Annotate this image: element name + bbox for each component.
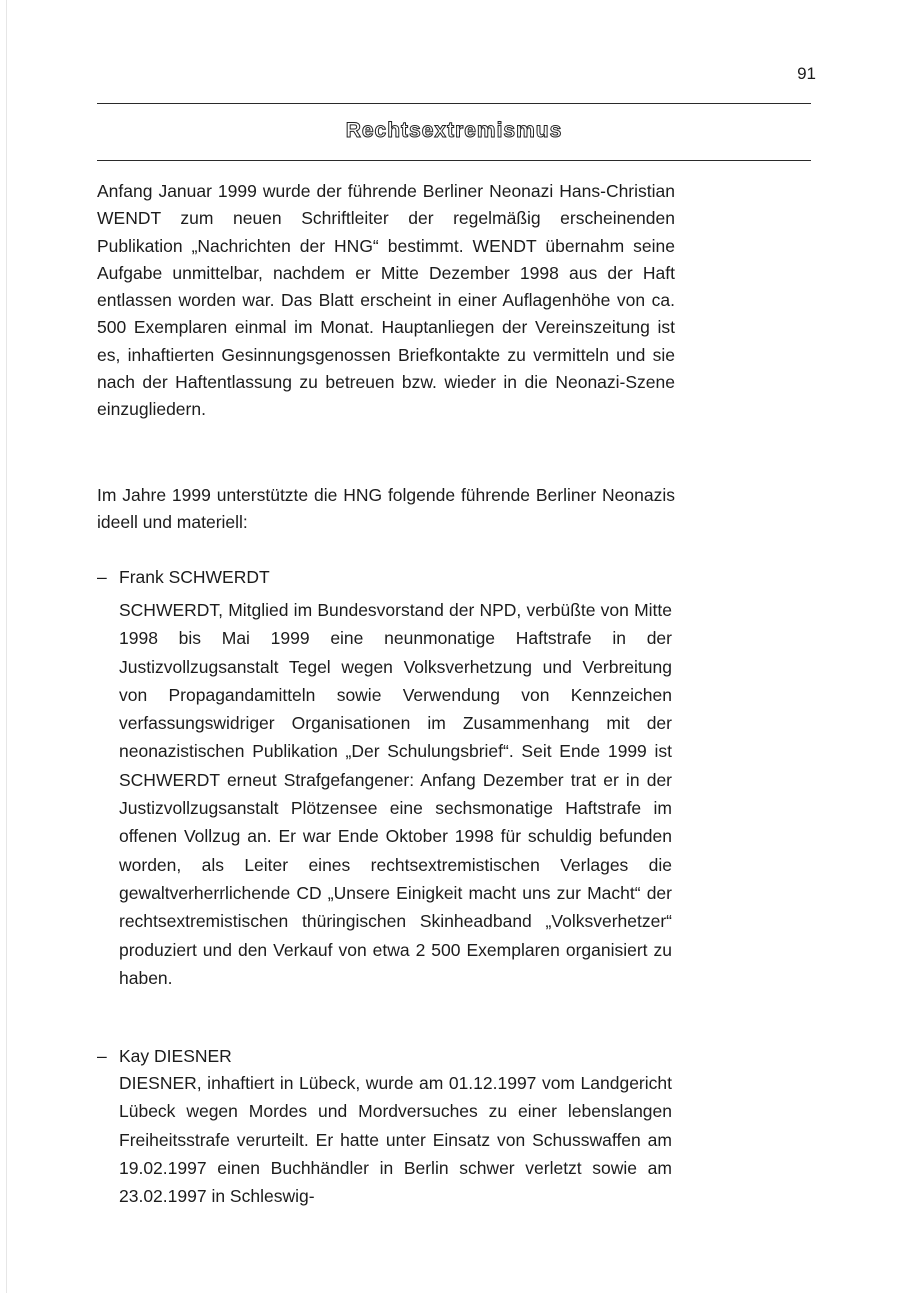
paragraph-hng-support: Im Jahre 1999 unterstützte die HNG folgende führende Berliner Neonazis ideell und materiell: [97,485,675,533]
section-title: Rechtsextremismus [345,119,563,142]
list-item-body-schwerdt: SCHWERDT, Mitglied im Bundesvorstand der NPD, verbüßte von Mitte 1998 bis Mai 1999 eine neunmonatige Haftstrafe in der Justizvollzugsanstalt Tegel wegen Volksverhetzung und Verbreitung von Propagandamitteln sowie Verwendung von Kennzeichen verfassungswidriger Organisationen im Zusammenhang mit der neonazistischen Publikation „Der Schulungsbrief“. Seit Ende 1999 ist SCHWERDT erneut Strafgefangener: Anfang Dezember trat er in der Justizvollzugsanstalt Plötzensee eine sechsmonatige Haftstrafe im offenen Vollzug an. Er war Ende Oktober 1998 für schuldig befunden worden, als Leiter eines rechtsextremistischen Verlages die gewaltverherrlichende CD „Unsere Einigkeit macht uns zur Macht“ der rechtsextremistischen thüringischen Skinheadband „Volksverhetzer“ produziert und den Verkauf von etwa 2 500 Exemplaren organisiert zu haben. [119,600,672,988]
header-rule-top [97,103,811,104]
person-name-schwerdt: Frank SCHWERDT [119,567,270,587]
person-name-diesner: Kay DIESNER [119,1046,232,1066]
list-item-heading [97,564,270,591]
list-dash: – [97,567,107,587]
header-rule-bottom [97,160,811,161]
list-dash: – [97,1046,107,1066]
page-number: 91 [797,64,816,83]
scan-edge [6,0,7,1293]
list-item-body-diesner: DIESNER, inhaftiert in Lübeck, wurde am 01.12.1997 vom Landgericht Lübeck wegen Mordes und Mordversuches zu einer lebenslangen Freiheitsstrafe verurteilt. Er hatte unter Einsatz von Schusswaffen am 19.02.1997 einen Buchhändler in Berlin schwer verletzt sowie am 23.02.1997 in Schleswig- [119,1073,672,1207]
paragraph-hng-newsletter: Anfang Januar 1999 wurde der führende Berliner Neonazi Hans-Christian WENDT zum neuen Schriftleiter der regelmäßig erscheinenden Publikation „Nachrichten der HNG“ bestimmt. WENDT übernahm seine Aufgabe unmittelbar, nachdem er Mitte Dezember 1998 aus der Haft entlassen worden war. Das Blatt erscheint in einer Auflagenhöhe von ca. 500 Exemplaren einmal im Monat. Hauptanliegen der Vereinszeitung ist es, inhaftierten Gesinnungsgenossen Briefkontakte zu vermitteln und sie nach der Haftentlassung zu betreuen bzw. wieder in die Neonazi-Szene einzugliedern. [97,181,675,420]
list-item-heading [97,1043,232,1070]
